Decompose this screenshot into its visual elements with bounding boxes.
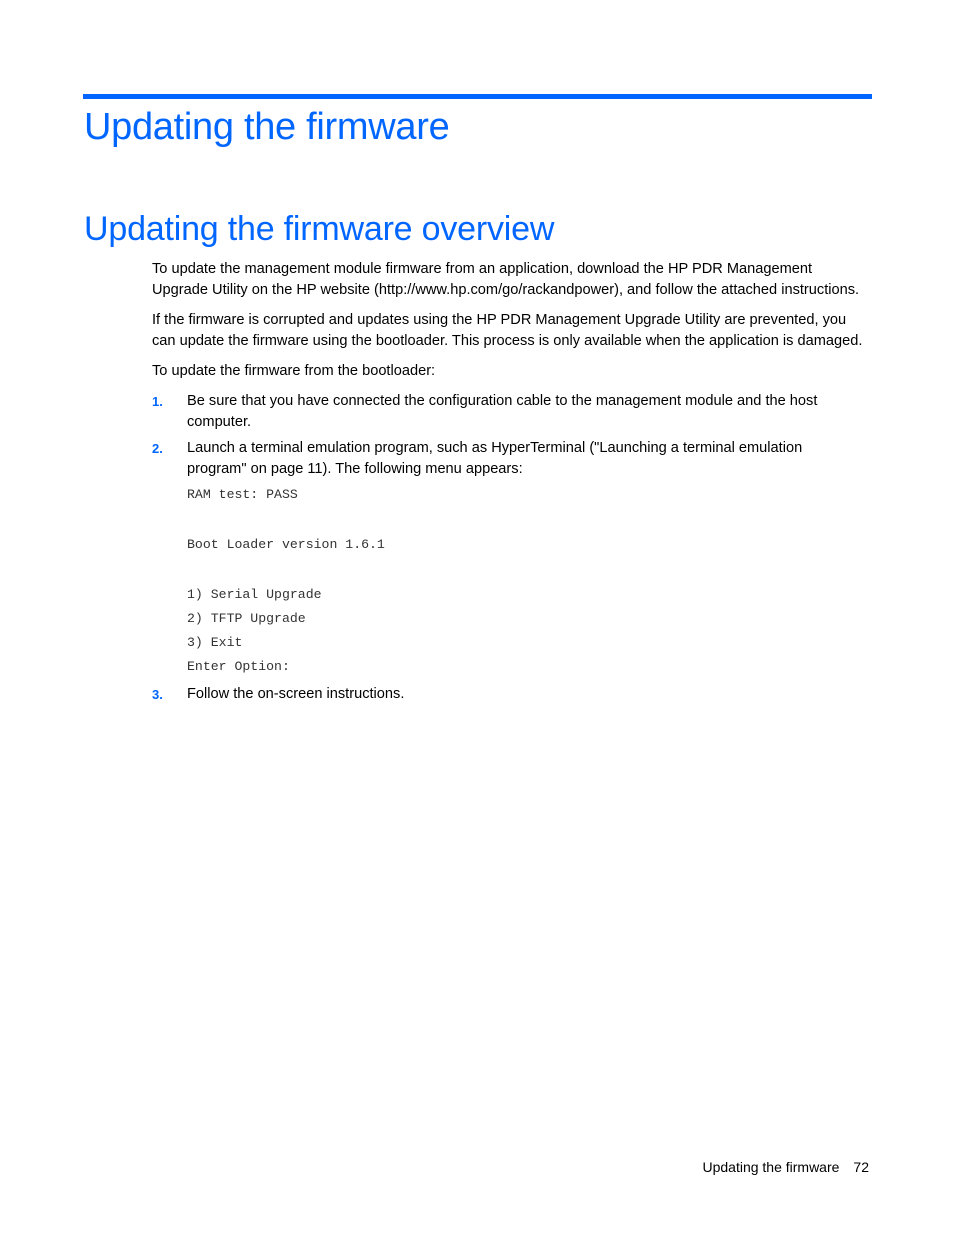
code-line: 3) Exit <box>187 635 243 650</box>
step-number: 1. <box>152 394 163 409</box>
footer-section-title: Updating the firmware <box>702 1159 840 1175</box>
code-line <box>187 557 864 583</box>
code-line: 2) TFTP Upgrade <box>187 611 306 626</box>
procedure-steps <box>152 391 864 705</box>
page-number: 72 <box>853 1159 869 1175</box>
chapter-title: Updating the firmware <box>84 106 450 148</box>
step-number: 3. <box>152 687 163 702</box>
code-line <box>187 507 864 533</box>
chapter-rule <box>83 94 872 99</box>
section-body <box>152 259 864 710</box>
step-text: Launch a terminal emulation program, such as HyperTerminal ("Launching a terminal emulation program" on page 11). The following menu appears: <box>187 440 803 477</box>
step-item <box>152 391 864 433</box>
step-text: Follow the on-screen instructions. <box>187 686 405 702</box>
step-item <box>152 684 864 705</box>
bootloader-menu-code <box>187 483 864 679</box>
code-line: Boot Loader version 1.6.1 <box>187 537 385 552</box>
bootloader-paragraph: If the firmware is corrupted and updates using the HP PDR Management Upgrade Utility are prevented, you can update the firmware using the bootloader. This process is only available when the application is damaged. <box>152 312 863 349</box>
step-number: 2. <box>152 441 163 456</box>
section-title: Updating the firmware overview <box>84 210 555 248</box>
intro-paragraph: To update the management module firmware from an application, download the HP PDR Management Upgrade Utility on the HP website (http://www.hp.com/go/rackandpower), and follow the attached instructions. <box>152 261 860 298</box>
code-line: RAM test: PASS <box>187 487 298 502</box>
code-line: Enter Option: <box>187 659 290 674</box>
page-footer <box>702 1157 869 1177</box>
step-text: Be sure that you have connected the configuration cable to the management module and the host computer. <box>187 393 818 430</box>
procedure-intro: To update the firmware from the bootloader: <box>152 363 436 379</box>
step-item <box>152 438 864 679</box>
code-line: 1) Serial Upgrade <box>187 587 322 602</box>
